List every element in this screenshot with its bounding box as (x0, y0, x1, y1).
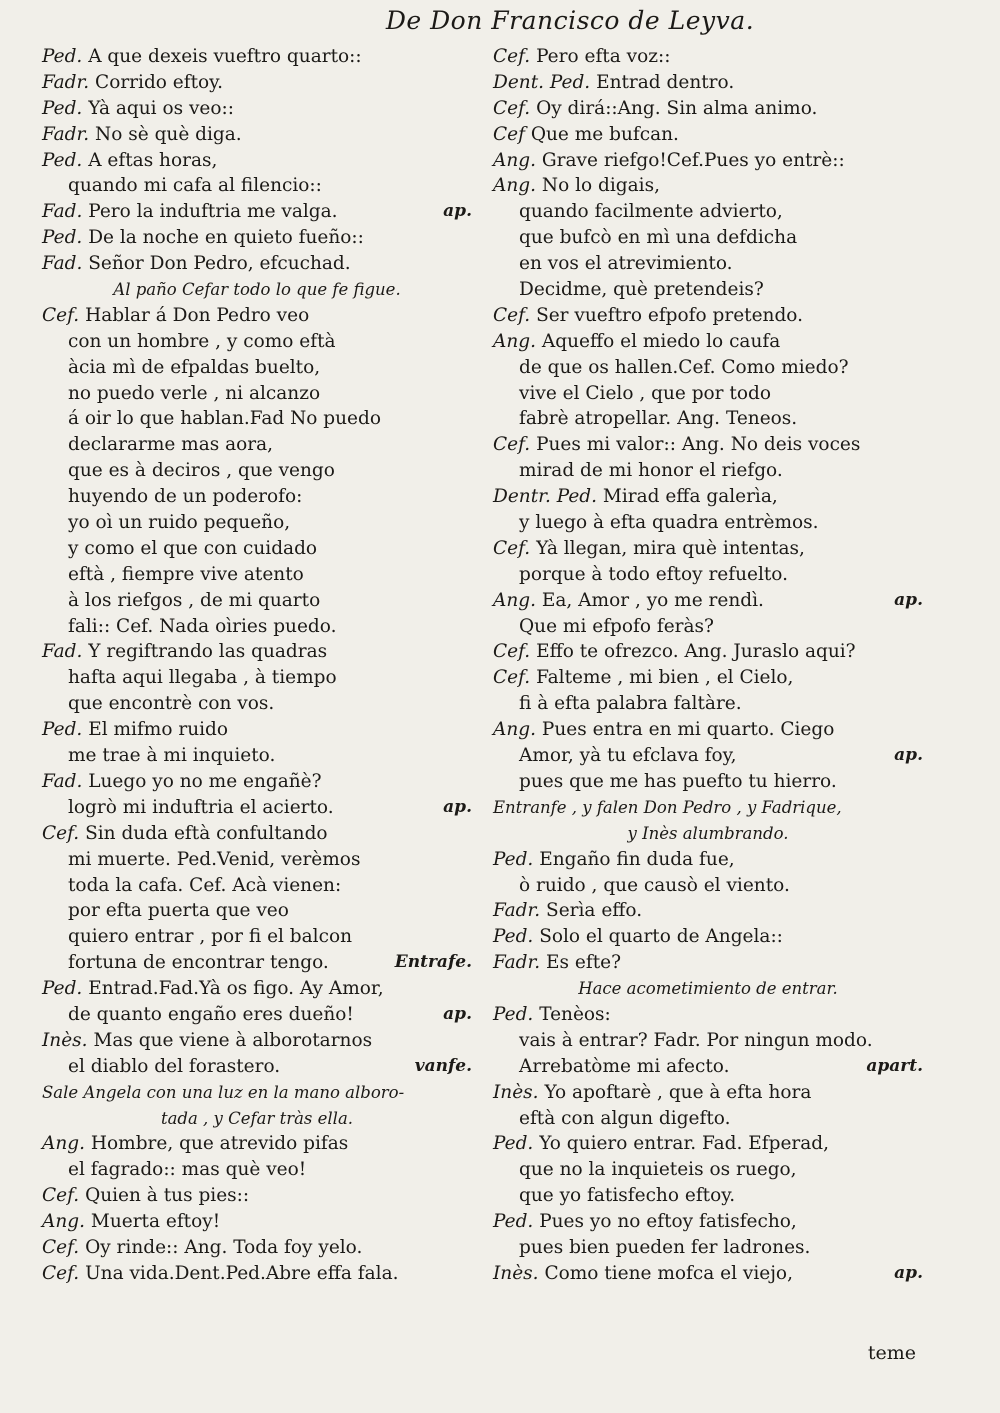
dialogue-text: Hablar á Don Pedro veo (85, 304, 310, 326)
stage-direction-text: Al paño Cefar todo lo que fe figue. (113, 280, 401, 300)
speaker-label: Ped. (493, 1003, 534, 1025)
dialogue-text: á oir lo que hablan.Fad No puedo (68, 408, 381, 430)
dialogue-text: Pero efta voz:: (536, 46, 671, 67)
verse-line (42, 1157, 472, 1183)
speaker-label: Cef. (493, 434, 531, 456)
dialogue-text: Que mi efpofo feràs? (519, 615, 714, 637)
speech-line (493, 432, 923, 458)
speaker-label: Ped. (42, 46, 83, 67)
verse-line (42, 329, 472, 355)
dialogue-text: pues que me has puefto tu hierro. (519, 770, 837, 792)
dialogue-text: Ser vueftro efpofo pretendo. (536, 304, 803, 326)
dialogue-text: y como el que con cuidado (68, 537, 318, 559)
speaker-label: Ang. (42, 1133, 85, 1155)
speech-line (42, 303, 472, 329)
speech-line (493, 665, 923, 691)
speaker-label: Dent. Ped. (493, 71, 591, 93)
dialogue-text: Arrebatòme mi afecto. (519, 1055, 730, 1077)
speech-line (493, 588, 923, 614)
dialogue-text: quando mi cafa al filencio:: (68, 175, 322, 197)
stage-direction-text: Sale Angela con una luz en la mano alboro- (42, 1082, 405, 1102)
speaker-label: Ped. (42, 149, 83, 171)
speech-line (42, 1131, 472, 1157)
dialogue-text: huyendo de un poderofo: (68, 486, 303, 508)
verse-line (493, 406, 923, 432)
dialogue-text: Corrido eftoy. (95, 71, 224, 93)
dialogue-text: ò ruido , que causò el viento. (519, 874, 790, 896)
verse-line (493, 1235, 923, 1261)
dialogue-text: logrò mi induftria el acierto. (68, 796, 334, 818)
speech-line (493, 484, 923, 510)
speech-line (42, 1183, 472, 1209)
verse-line (493, 1157, 923, 1183)
speech-line (493, 329, 923, 355)
dialogue-text: Que me bufcan. (530, 123, 679, 145)
speech-line (42, 70, 472, 96)
verse-line (42, 743, 472, 769)
dialogue-text: toda la cafa. Cef. Acà vienen: (68, 874, 342, 896)
verse-line (493, 1028, 923, 1054)
verse-line (493, 562, 923, 588)
dialogue-text: Falteme , mi bien , el Cielo, (536, 667, 794, 689)
dialogue-text: Decidme, què pretendeis? (519, 279, 764, 301)
speech-line (42, 1028, 472, 1054)
stage-direction-text: tada , y Cefar tràs ella. (160, 1108, 354, 1128)
dialogue-text: no puedo verle , ni alcanzo (68, 382, 321, 404)
verse-line (42, 847, 472, 873)
dialogue-text: Una vida.Dent.Ped.Abre effa fala. (85, 1262, 399, 1284)
dialogue-text: vive el Cielo , que por todo (519, 382, 771, 404)
aside-marker: ap. (443, 201, 472, 222)
speaker-label: Cef. (493, 667, 531, 689)
dialogue-text: Pues mi valor:: Ang. No deis voces (536, 434, 861, 456)
stage-direction (42, 277, 472, 303)
dialogue-text: Effo te ofrezco. Ang. Juraslo aqui? (536, 641, 856, 663)
speaker-label: Cef. (493, 537, 531, 559)
dialogue-text: Yà llegan, mira què intentas, (536, 537, 805, 559)
dialogue-text: Entrad.Fad.Yà os figo. Ay Amor, (88, 978, 384, 1000)
stage-direction-text: y Inès alumbrando. (627, 823, 789, 843)
speech-line (493, 1080, 923, 1106)
dialogue-text: A eftas horas, (88, 149, 218, 171)
speech-line (493, 847, 923, 873)
stage-direction (493, 795, 923, 821)
aside-marker: ap. (894, 745, 923, 766)
verse-line (493, 1054, 923, 1080)
dialogue-text: Yo quiero entrar. Fad. Efperad, (539, 1133, 829, 1155)
aside-marker: Entrafe. (394, 952, 472, 973)
dialogue-text: de que os hallen.Cef. Como miedo? (519, 356, 849, 378)
speaker-label: Ped. (493, 1211, 534, 1233)
dialogue-text: que es à deciros , que vengo (68, 460, 335, 482)
speaker-label: Cef. (42, 1185, 80, 1207)
dialogue-text: Pues entra en mi quarto. Ciego (541, 719, 835, 741)
left-column (42, 44, 472, 1287)
verse-line (493, 458, 923, 484)
dialogue-text: pues bien pueden fer ladrones. (519, 1236, 811, 1258)
dialogue-text: de quanto engaño eres dueño! (68, 1003, 354, 1025)
speaker-label: Ang. (493, 149, 536, 171)
speaker-label: Ang. (493, 330, 536, 352)
dialogue-text: me trae à mi inquieto. (68, 745, 276, 767)
verse-line (42, 173, 472, 199)
dialogue-text: No sè què diga. (95, 123, 242, 145)
speaker-label: Cef. (42, 1262, 80, 1284)
verse-line (42, 588, 472, 614)
dialogue-text: El mifmo ruido (88, 719, 229, 741)
dialogue-text: Oy dirá::Ang. Sin alma animo. (536, 97, 818, 119)
speech-line (493, 44, 923, 70)
dialogue-text: No lo digais, (541, 175, 660, 197)
dialogue-text: Hombre, que atrevido pifas (90, 1133, 349, 1155)
verse-line (493, 769, 923, 795)
dialogue-text: Quien à tus pies:: (85, 1185, 250, 1207)
dialogue-text: Aqueffo el miedo lo caufa (541, 330, 781, 352)
dialogue-text: y luego à efta quadra entrèmos. (519, 512, 819, 534)
dialogue-text: yo oì un ruido pequeño, (68, 512, 291, 534)
verse-line (42, 432, 472, 458)
speaker-label: Cef. (493, 46, 531, 67)
dialogue-text: eftà con algun digefto. (519, 1107, 731, 1129)
dialogue-text: Amor, yà tu efclava foy, (519, 745, 737, 767)
speaker-label: Fadr. (493, 900, 541, 922)
verse-line (42, 381, 472, 407)
dialogue-text: Luego yo no me engañè? (88, 770, 322, 792)
speaker-label: Cef. (42, 1236, 80, 1258)
dialogue-text: Como tiene mofca el viejo, (544, 1262, 793, 1284)
speech-line (42, 769, 472, 795)
speech-line (493, 1131, 923, 1157)
dialogue-text: mi muerte. Ped.Venid, verèmos (68, 848, 361, 870)
dialogue-text: Mas que viene à alborotarnos (93, 1029, 373, 1051)
speaker-label: Ped. (493, 1133, 534, 1155)
verse-line (42, 536, 472, 562)
aside-marker: apart. (866, 1055, 923, 1076)
speaker-label: Fad. (42, 641, 83, 663)
speaker-label: Ang. (493, 589, 536, 611)
dialogue-text: Tenèos: (539, 1003, 611, 1025)
speech-line (493, 639, 923, 665)
speaker-label: Ped. (493, 848, 534, 870)
dialogue-text: Señor Don Pedro, efcuchad. (88, 253, 351, 275)
dialogue-text: mirad de mi honor el riefgo. (519, 460, 783, 482)
dialogue-text: que no la inquieteis os ruego, (519, 1159, 797, 1181)
dialogue-text: Mirad effa galerìa, (602, 486, 778, 508)
dialogue-text: Yà aqui os veo:: (88, 97, 234, 119)
dialogue-text: que encontrè con vos. (68, 693, 275, 715)
dialogue-text: fali:: Cef. Nada oìries puedo. (68, 615, 337, 637)
speaker-label: Ang. (493, 175, 536, 197)
speech-line (493, 70, 923, 96)
dialogue-text: Ea, Amor , yo me rendì. (541, 589, 764, 611)
dialogue-text: eftà , fiempre vive atento (68, 563, 304, 585)
dialogue-text: Y regiftrando las quadras (88, 641, 328, 663)
verse-line (42, 898, 472, 924)
stage-direction-text: Entranfe , y falen Don Pedro , y Fadrique, (493, 797, 842, 817)
verse-line (493, 691, 923, 717)
verse-line (493, 277, 923, 303)
speech-line (42, 976, 472, 1002)
dialogue-text: àcia mì de efpaldas buelto, (68, 356, 321, 378)
speech-line (42, 717, 472, 743)
dialogue-text: Entrad dentro. (596, 71, 735, 93)
verse-line (42, 614, 472, 640)
verse-line (42, 510, 472, 536)
speaker-label: Fadr. (493, 952, 541, 974)
speaker-label: Dentr. Ped. (493, 486, 597, 508)
verse-line (42, 691, 472, 717)
speech-line (42, 44, 472, 70)
dialogue-text: Sin duda eftà confultando (85, 822, 328, 844)
speech-line (493, 148, 923, 174)
speaker-label: Cef. (42, 304, 80, 326)
verse-line (493, 381, 923, 407)
dialogue-text: Pues yo no eftoy fatisfecho, (539, 1211, 797, 1233)
catchword: teme (867, 1342, 916, 1364)
dialogue-text: quando facilmente advierto, (519, 201, 783, 223)
speech-line (42, 199, 472, 225)
aside-marker: vanfe. (414, 1055, 472, 1076)
speaker-label: Inès. (493, 1081, 539, 1103)
speech-line (42, 148, 472, 174)
dialogue-text: A que dexeis vueftro quarto:: (88, 46, 362, 67)
speech-line (493, 950, 923, 976)
verse-line (42, 795, 472, 821)
dialogue-text: el diablo del forastero. (68, 1055, 281, 1077)
speech-line (493, 924, 923, 950)
verse-line (42, 355, 472, 381)
verse-line (493, 614, 923, 640)
dialogue-text: fi à efta palabra faltàre. (519, 693, 742, 715)
aside-marker: ap. (443, 1003, 472, 1024)
dialogue-text: Serìa effo. (546, 900, 643, 922)
dialogue-text: De la noche en quieto fueño:: (88, 227, 364, 249)
speech-line (493, 1209, 923, 1235)
dialogue-text: fortuna de encontrar tengo. (68, 952, 329, 974)
speaker-label: Ang. (42, 1211, 85, 1233)
speaker-label: Inès. (493, 1262, 539, 1284)
aside-marker: ap. (894, 589, 923, 610)
verse-line (493, 1106, 923, 1132)
speech-line (493, 1002, 923, 1028)
aside-marker: ap. (443, 796, 472, 817)
speaker-label: Cef. (493, 97, 531, 119)
dialogue-text: declararme mas aora, (68, 434, 274, 456)
speaker-label: Fadr. (42, 123, 90, 145)
dialogue-text: que yo fatisfecho eftoy. (519, 1185, 736, 1207)
dialogue-text: Grave riefgo!Cef.Pues yo entrè:: (541, 149, 845, 171)
stage-direction (493, 821, 923, 847)
dialogue-text: Muerta eftoy! (90, 1211, 221, 1233)
dialogue-text: el fagrado:: mas què veo! (68, 1159, 307, 1181)
verse-line (493, 873, 923, 899)
speech-line (42, 1261, 472, 1287)
speaker-label: Inès. (42, 1029, 88, 1051)
speech-line (42, 251, 472, 277)
speech-line (42, 1235, 472, 1261)
speech-line (493, 303, 923, 329)
speech-line (493, 1261, 923, 1287)
verse-line (42, 1054, 472, 1080)
verse-line (42, 950, 472, 976)
running-title (0, 6, 1000, 35)
speech-line (493, 717, 923, 743)
speaker-label: Ped. (42, 978, 83, 1000)
speaker-label: Cef (493, 123, 525, 145)
dialogue-text: à los riefgos , de mi quarto (68, 589, 321, 611)
stage-direction (493, 976, 923, 1002)
speech-line (42, 639, 472, 665)
speech-line (42, 1209, 472, 1235)
dialogue-text: vais à entrar? Fadr. Por ningun modo. (519, 1029, 873, 1051)
dialogue-text: Yo apoftarè , que à efta hora (544, 1081, 812, 1103)
speaker-label: Ped. (42, 97, 83, 119)
dialogue-text: Oy rinde:: Ang. Toda foy yelo. (85, 1236, 363, 1258)
dialogue-text: Engaño fin duda fue, (539, 848, 735, 870)
verse-line (493, 743, 923, 769)
speaker-label: Ang. (493, 719, 536, 741)
dialogue-text: Pero la induftria me valga. (88, 201, 338, 223)
speaker-label: Ped. (42, 227, 83, 249)
verse-line (493, 355, 923, 381)
speaker-label: Cef. (493, 641, 531, 663)
dialogue-text: con un hombre , y como eftà (68, 330, 336, 352)
verse-line (493, 251, 923, 277)
dialogue-text: porque à todo eftoy refuelto. (519, 563, 788, 585)
dialogue-text: que bufcò en mì una defdicha (519, 227, 798, 249)
verse-line (42, 562, 472, 588)
speaker-label: Cef. (493, 304, 531, 326)
verse-line (42, 406, 472, 432)
speech-line (493, 898, 923, 924)
speech-line (493, 536, 923, 562)
running-title-text: De Don Francisco de Leyva. (385, 6, 755, 35)
verse-line (42, 665, 472, 691)
verse-line (493, 225, 923, 251)
verse-line (493, 199, 923, 225)
speech-line (42, 225, 472, 251)
verse-line (493, 510, 923, 536)
stage-direction (42, 1080, 472, 1106)
speech-line (42, 821, 472, 847)
speech-line (42, 122, 472, 148)
speaker-label: Fad. (42, 201, 83, 223)
verse-line (42, 458, 472, 484)
speech-line (493, 122, 923, 148)
speaker-label: Ped. (42, 719, 83, 741)
speaker-label: Fad. (42, 770, 83, 792)
dialogue-text: hafta aqui llegaba , à tiempo (68, 667, 337, 689)
verse-line (42, 1002, 472, 1028)
dialogue-text: en vos el atrevimiento. (519, 253, 733, 275)
aside-marker: ap. (894, 1262, 923, 1283)
verse-line (42, 924, 472, 950)
stage-direction-text: Hace acometimiento de entrar. (578, 979, 838, 999)
verse-line (493, 1183, 923, 1209)
stage-direction (42, 1106, 472, 1132)
speech-line (42, 96, 472, 122)
dialogue-text: Es efte? (546, 952, 622, 974)
dialogue-text: por efta puerta que veo (68, 900, 289, 922)
speech-line (493, 96, 923, 122)
dialogue-text: quiero entrar , por fi el balcon (68, 926, 353, 948)
verse-line (42, 484, 472, 510)
speaker-label: Fadr. (42, 71, 90, 93)
speaker-label: Cef. (42, 822, 80, 844)
speaker-label: Ped. (493, 926, 534, 948)
dialogue-text: fabrè atropellar. Ang. Teneos. (519, 408, 798, 430)
right-column (493, 44, 923, 1287)
dialogue-text: Solo el quarto de Angela:: (539, 926, 783, 948)
verse-line (42, 873, 472, 899)
speech-line (493, 173, 923, 199)
speaker-label: Fad. (42, 253, 83, 275)
